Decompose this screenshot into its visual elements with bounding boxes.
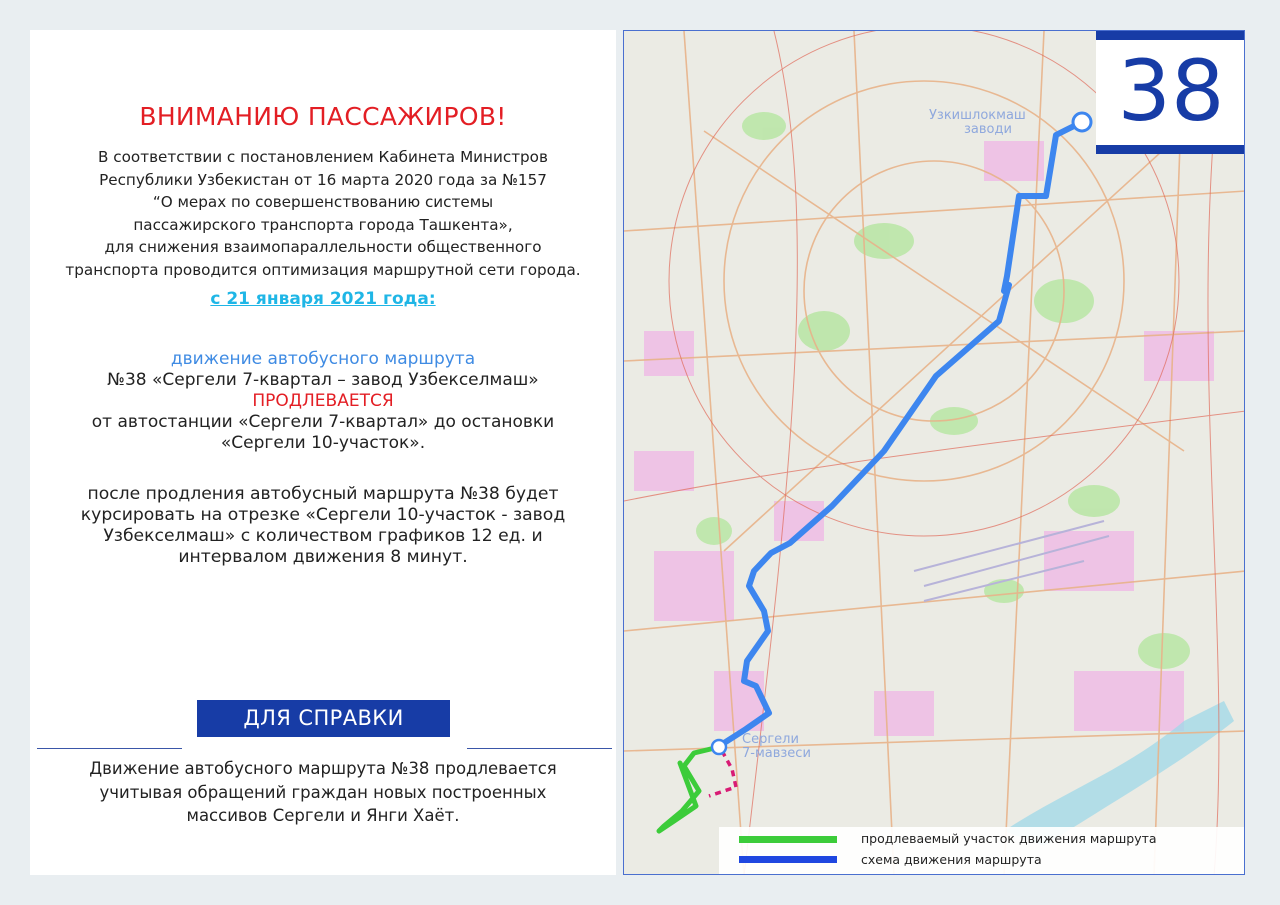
divider-left [37, 748, 182, 749]
movement-heading: движение автобусного маршрута [170, 349, 476, 369]
reference-text [30, 757, 616, 828]
reference-line: массивов Сергели и Янги Хаёт. [186, 806, 460, 825]
intro-line: для снижения взаимопараллельности общественного [104, 238, 542, 257]
after-line: Узбекселмаш» с количеством графиков 12 ед. и [103, 526, 543, 546]
notice-title: ВНИМАНИЮ ПАССАЖИРОВ! [139, 102, 507, 131]
extension-line: от автостанции «Сергели 7-квартал» до остановки [91, 412, 555, 432]
extension-line: «Сергели 10-участок». [220, 433, 426, 453]
after-line: после продления автобусный маршрута №38 будет [87, 484, 559, 504]
effective-date: с 21 января 2021 года: [210, 289, 436, 309]
legend-swatch-route [739, 856, 837, 863]
legend-label-extension: продлеваемый участок движения маршрута [861, 831, 1157, 846]
reference-badge: ДЛЯ СПРАВКИ [197, 700, 450, 737]
intro-text [30, 146, 616, 282]
reference-line: Движение автобусного маршрута №38 продлевается [89, 759, 557, 778]
stop-marker-south [712, 740, 726, 754]
divider-right [467, 748, 612, 749]
map-legend [719, 827, 1245, 875]
notice-panel [30, 30, 616, 875]
intro-line: “О мерах по совершенствованию системы [152, 193, 494, 212]
intro-line: В соответствии с постановлением Кабинета Министров [98, 148, 548, 166]
stop-marker-north [1073, 113, 1091, 131]
intro-line: пассажирского транспорта города Ташкента», [133, 215, 513, 234]
intro-line: Республики Узбекистан от 16 марта 2020 года за №157 [99, 170, 547, 189]
stop-label-south: Сергели 7-мавзеси [742, 732, 811, 761]
after-line: интервалом движения 8 минут. [178, 547, 468, 567]
route-number-badge: 38 [1096, 31, 1245, 154]
after-extension-text [30, 484, 616, 568]
extended-word: ПРОДЛЕВАЕТСЯ [252, 391, 394, 411]
route-notice [30, 349, 616, 454]
route-name: №38 «Сергели 7-квартал – завод Узбекселмаш» [107, 370, 539, 390]
after-line: курсировать на отрезке «Сергели 10-участок - завод [80, 505, 566, 525]
legend-label-route: схема движения маршрута [861, 852, 1042, 867]
stop-label-north: Узкишлокмаш заводи [929, 108, 1026, 137]
map-canvas [624, 31, 1245, 875]
intro-line: транспорта проводится оптимизация маршрутной сети города. [65, 260, 581, 279]
legend-swatch-extension [739, 836, 837, 843]
reference-line: учитывая обращений граждан новых построенных [99, 782, 547, 802]
route-map [623, 30, 1245, 875]
